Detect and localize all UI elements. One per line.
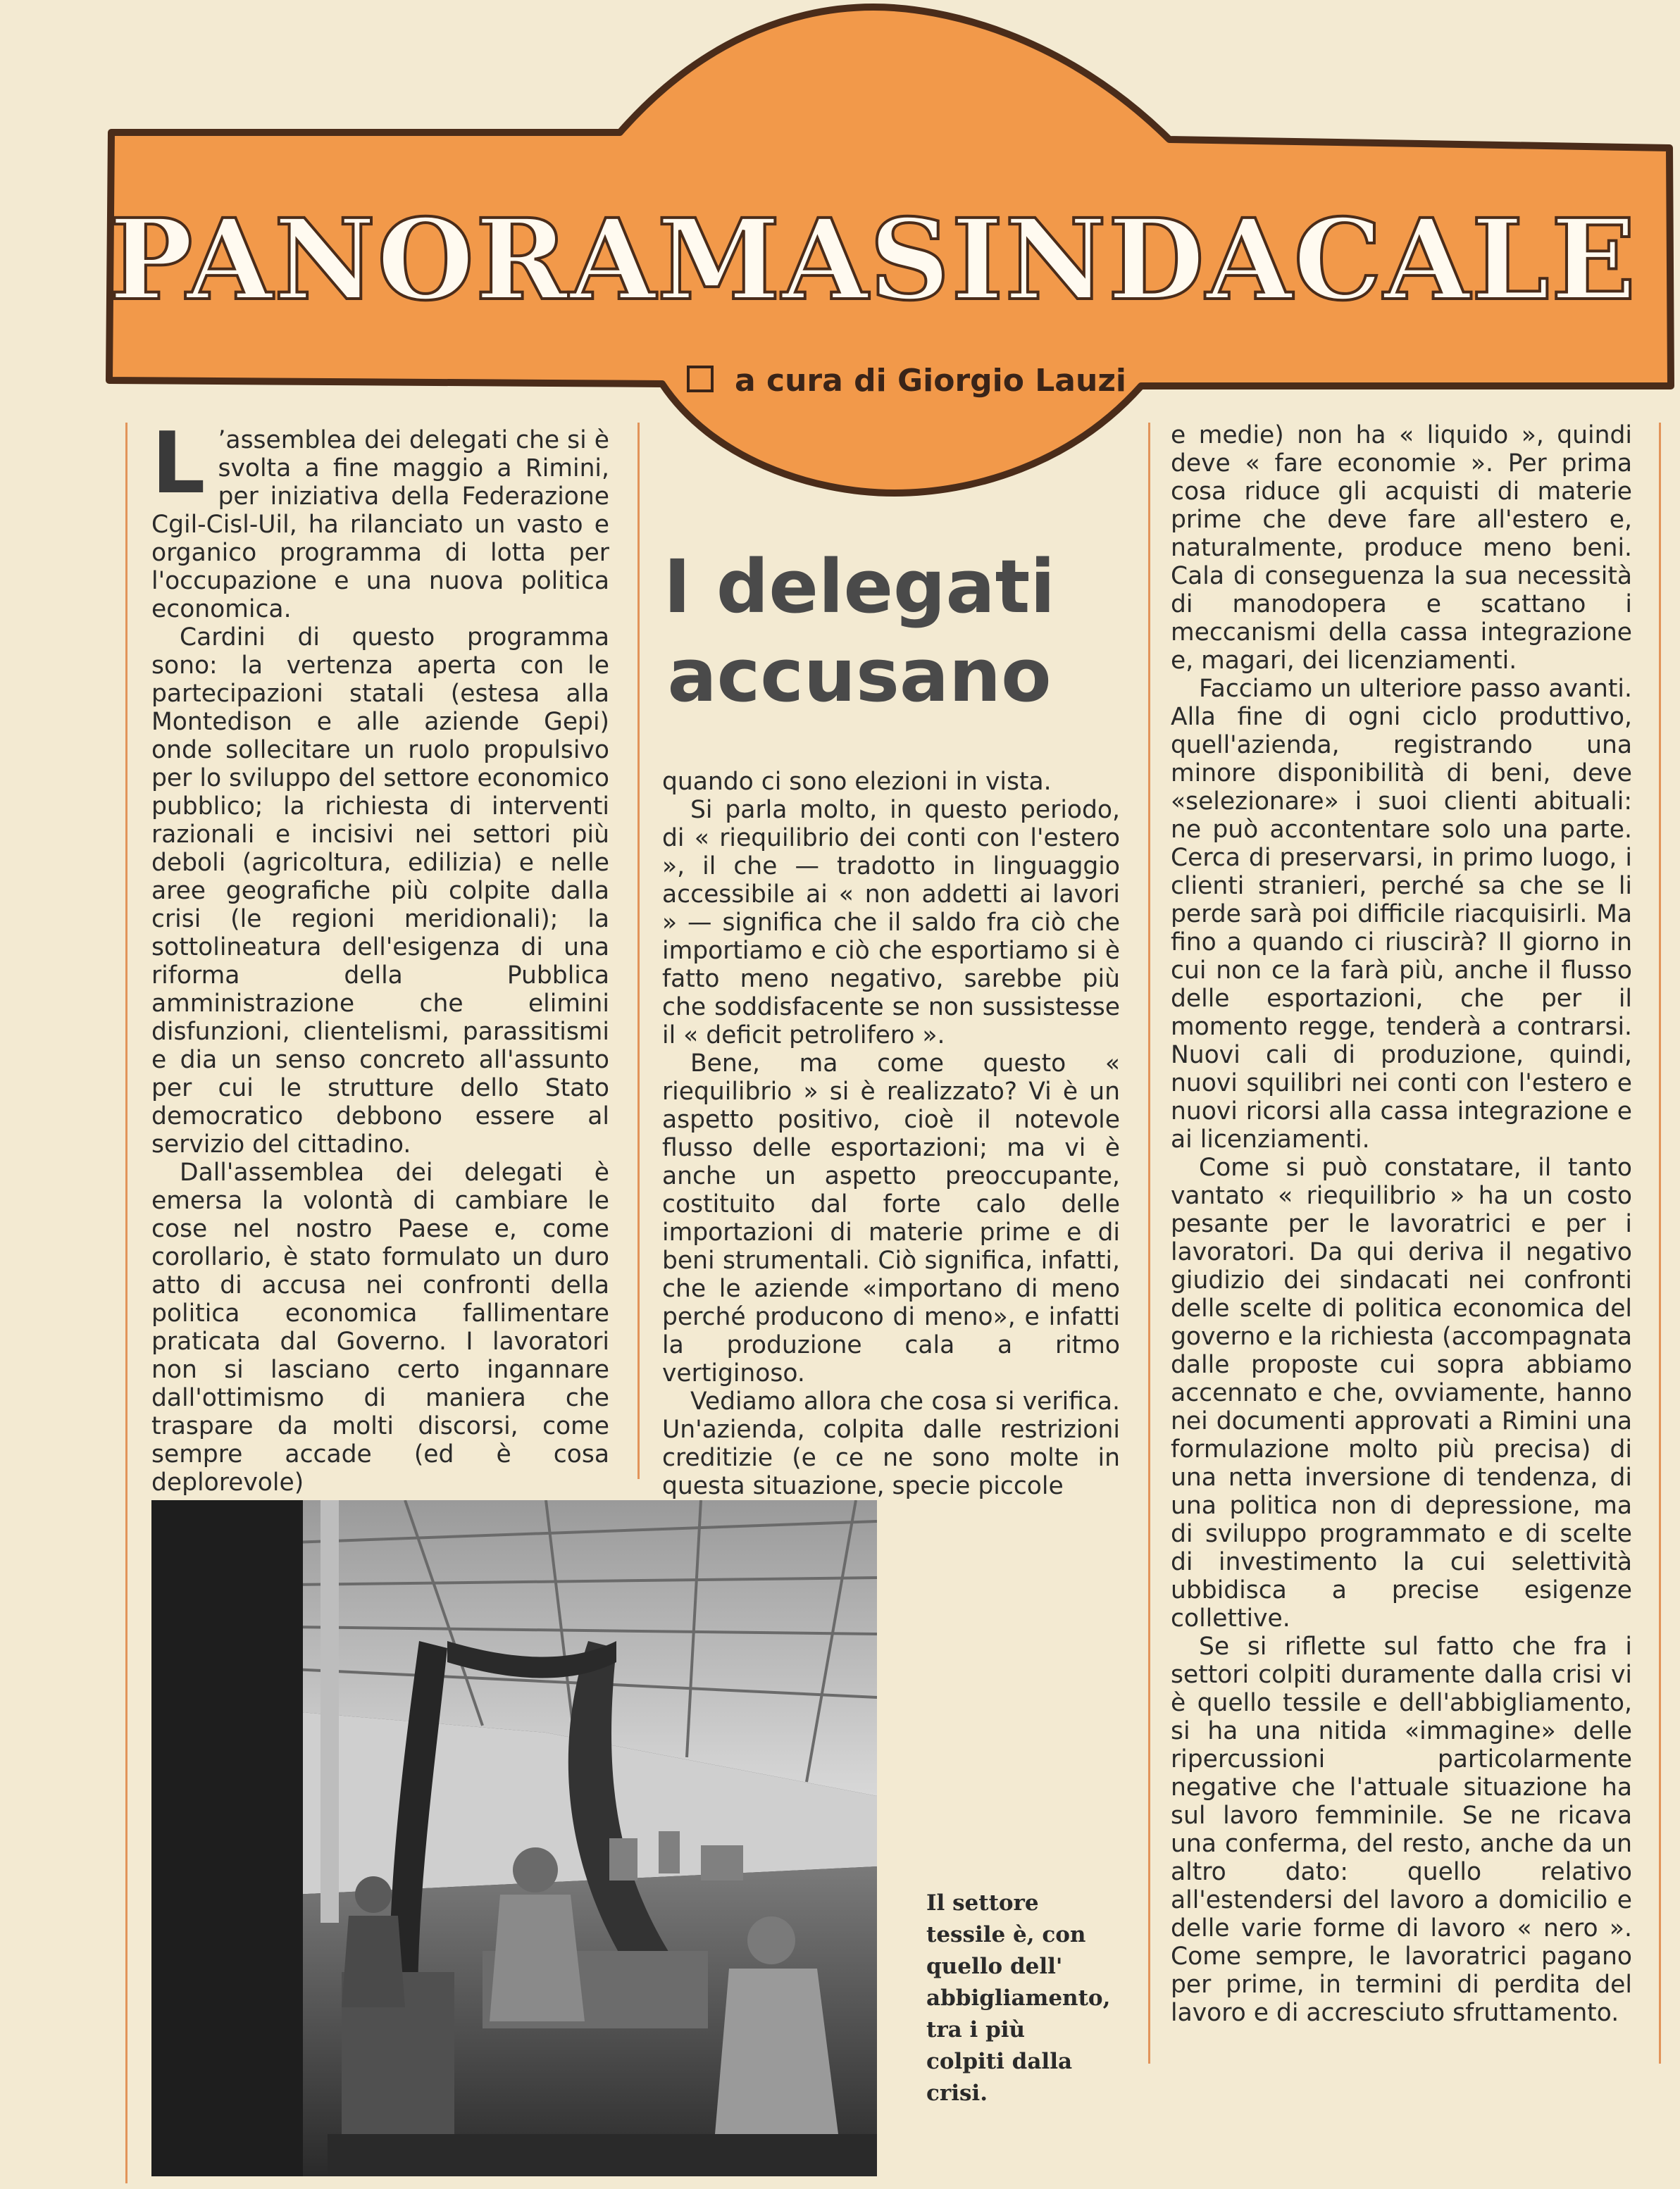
photo-caption: Il settore tessile è, con quello dell' abbigliamento, tra i più colpiti dalla crisi. bbox=[926, 1890, 1111, 2106]
headline-line-1: I delegati bbox=[663, 544, 1056, 630]
factory-photo bbox=[151, 1500, 877, 2176]
paragraph: Come si può constatare, il tanto vantato « riequilibrio » ha un costo pesante per le lavoratrici e per i lavoratori. Da qui deriva il negativo giudizio dei sindacati nei confronti delle scelte di politica economica del governo e la richiesta (accompagnata dalle proposte cui sopra abbiamo accennato e che, ovviamente, hanno nei documenti approvati a Rimini una formulazione molto più precisa) di una netta inversione di tendenza, di una politica non di depressione, ma di sviluppo programmato e di scelte di investimento la cui selettività ubbidisca a precise esigenze collettive. bbox=[1171, 1154, 1632, 1633]
masthead-word-sindacale: SINDACALE bbox=[869, 195, 1638, 325]
paragraph: Facciamo un ulteriore passo avanti. Alla fine di ogni ciclo produttivo, quell'azienda, registrando una minore disponibilità di beni, deve «selezionare» i suoi clienti abituali: ne può accontentare solo una parte. Cerca di preservarsi, in primo luogo, i clienti stranieri, perché sa che se li perde sarà poi difficile riacquisirli. Ma fino a quando ci riuscirà? Il giorno in cui non ce la farà più, anche il flusso delle esportazioni, che per il momento regge, tenderà a contrarsi. Nuovi cali di produzione, quindi, nuovi squilibri nei conti con l'estero e nuovi ricorsi alla cassa integrazione e ai licenziamenti. bbox=[1171, 675, 1632, 1154]
paragraph: Dall'assemblea dei delegati è emersa la volontà di cambiare le cose nel nostro Paese e, come corollario, è stato formulato un duro atto di accusa nei confronti della politica economica fallimentare praticata dal Governo. I lavoratori non si lasciano certo ingannare dall'ottimismo di maniera che traspare da molti discorsi, come sempre accade (ed è cosa deplorevole) bbox=[151, 1159, 609, 1497]
square-icon bbox=[687, 366, 714, 392]
drop-cap: L bbox=[151, 415, 206, 513]
byline-text: a cura di Giorgio Lauzi bbox=[735, 363, 1127, 399]
masthead-word-panorama: PANORAMA bbox=[109, 195, 870, 325]
headline-line-2: accusano bbox=[667, 632, 1052, 718]
column-rule-2 bbox=[1148, 423, 1150, 2064]
paragraph: e medie) non ha « liquido », quindi deve « fare economie ». Per prima cosa riduce gli acquisti di materie prime che deve fare all'estero e, naturalmente, produce meno beni. Cala di conseguenza la sua necessità di manodopera e scattano i meccanismi della cassa integrazione e, magari, dei licenziamenti. bbox=[1171, 421, 1632, 675]
paragraph: Vediamo allora che cosa si verifica. Un'azienda, colpita dalle restrizioni creditizie (e ce ne sono molte in questa situazione, specie piccole bbox=[662, 1387, 1120, 1500]
paragraph: L ’assemblea dei delegati che si è svolta a fine maggio a Rimini, per iniziativa della Federazione Cgil-Cisl-Uil, ha rilanciato un vasto e organico programma di lotta per l'occupazione e una nuova politica economica. bbox=[151, 415, 609, 623]
article-column-3 bbox=[1171, 421, 1632, 2027]
paragraph: Se si riflette sul fatto che fra i settori colpiti duramente dalla crisi vi è quello tessile e dell'abbigliamento, si ha una nitida «immagine» delle ripercussioni particolarmente negative che l'attuale situazione ha sul lavoro femminile. Se ne ricava una conferma, del resto, anche da un altro dato: quello relativo all'estendersi del lavoro a domicilio e delle varie forme di lavoro « nero ». Come sempre, le lavoratrici pagano per prime, in termini di perdita del lavoro e di accresciuto sfruttamento. bbox=[1171, 1633, 1632, 2027]
byline bbox=[687, 363, 1126, 399]
column-rule-left bbox=[125, 423, 127, 2183]
article-column-1 bbox=[151, 415, 609, 1497]
paragraph: quando ci sono elezioni in vista. bbox=[662, 768, 1052, 796]
paragraph: Cardini di questo programma sono: la vertenza aperta con le partecipazioni statali (estesa alla Montedison e alle aziende Gepi) onde sollecitare un ruolo propulsivo per lo sviluppo del settore economico pubblico; la richiesta di interventi razionali e incisivi nei settori più deboli (agricoltura, edilizia) e nelle aree geografiche più colpite dalla crisi (le regioni meridionali); la sottolineatura dell'esigenza di una riforma della Pubblica amministrazione che elimini disfunzioni, clientelismi, parassitismi e dia un senso concreto all'assunto per cui le strutture dello Stato democratico debbono essere al servizio del cittadino. bbox=[151, 623, 609, 1159]
article-headline bbox=[648, 542, 1071, 720]
paragraph: Bene, ma come questo « riequilibrio » si è realizzato? Vi è un aspetto positivo, cioè il notevole flusso delle esportazioni; ma vi è anche un aspetto preoccupante, costituito dal forte calo delle importazioni di materie prime e di beni strumentali. Ciò significa, infatti, che le aziende «importano di meno perché producono di meno», e infatti la produzione cala a ritmo vertiginoso. bbox=[662, 1049, 1120, 1387]
article-column-2 bbox=[662, 768, 1120, 1500]
paragraph: Si parla molto, in questo periodo, di « riequilibrio dei conti con l'estero », il che — tradotto in linguaggio accessibile ai « non addetti ai lavori » — significa che il saldo fra ciò che importiamo e ciò che esportiamo si è fatto meno negativo, sarebbe più che soddisfacente se non sussistesse il « deficit petrolifero ». bbox=[662, 796, 1120, 1049]
masthead-title bbox=[109, 190, 1638, 331]
factory-photo-illustration bbox=[151, 1500, 877, 2176]
column-rule-right bbox=[1659, 423, 1661, 2064]
column-rule-1 bbox=[637, 423, 640, 1479]
